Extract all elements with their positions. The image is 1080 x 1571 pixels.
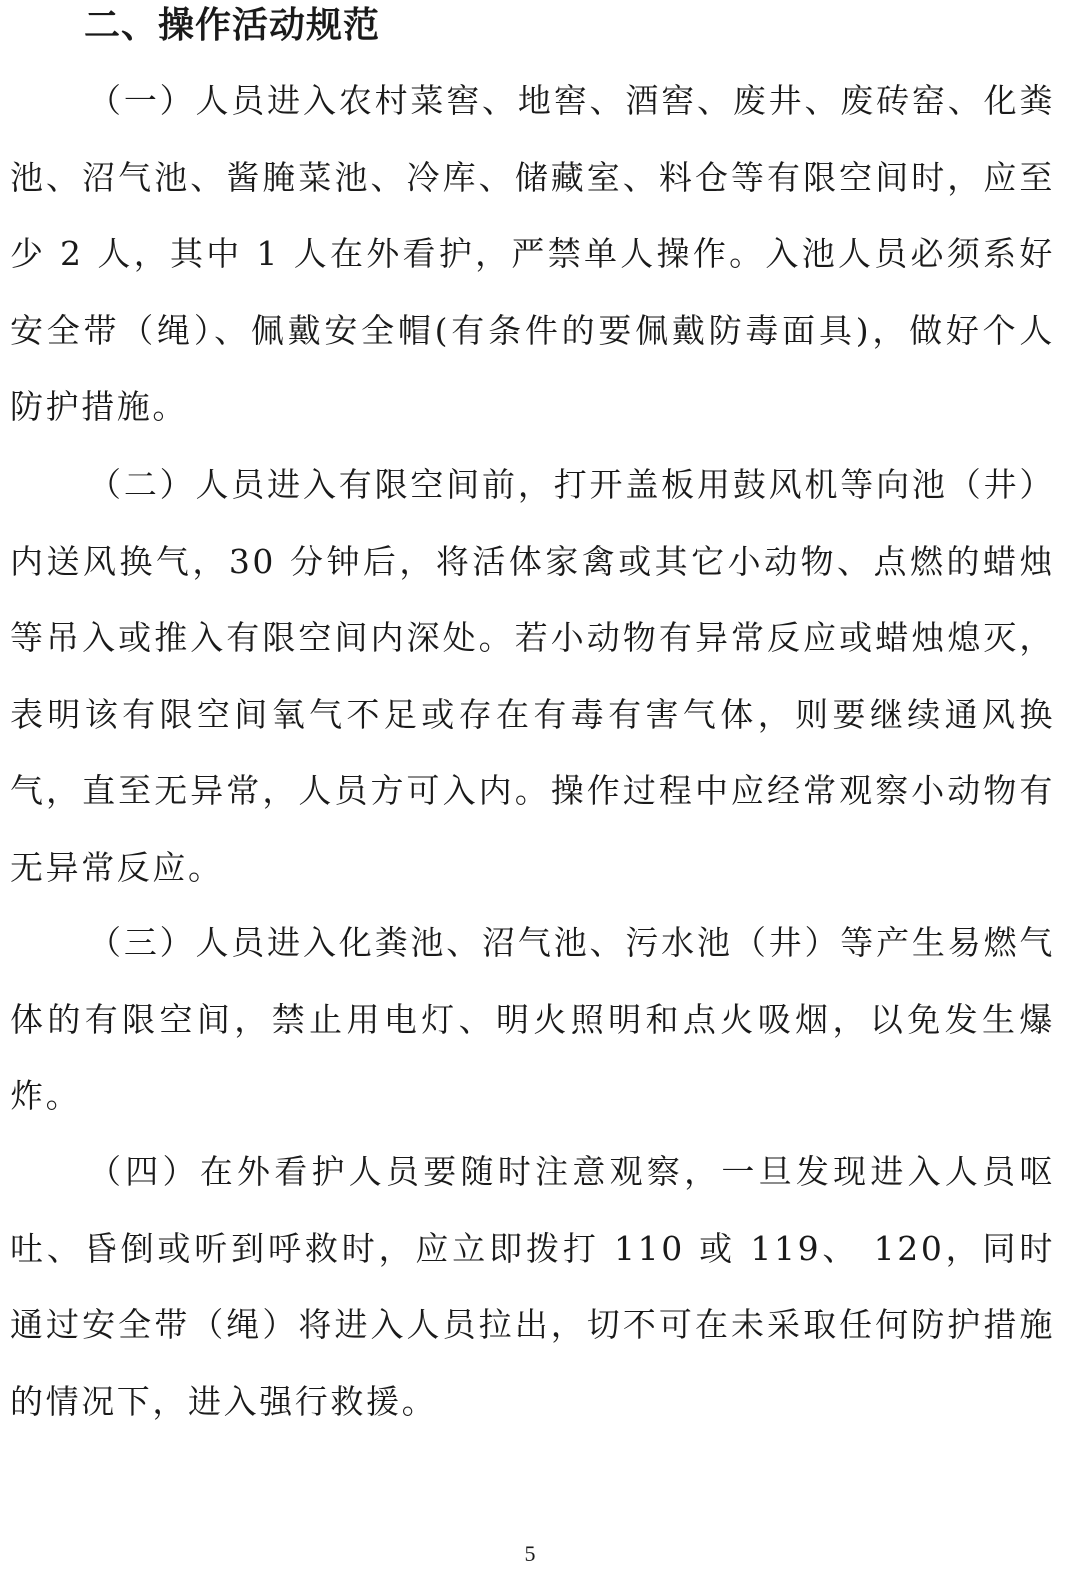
paragraph-3: （三）人员进入化粪池、沼气池、污水池（井）等产生易燃气体的有限空间，禁止用电灯、明火照明和点火吸烟，以免发生爆炸。: [10, 923, 1055, 1115]
paragraph-4: （四）在外看护人员要随时注意观察，一旦发现进入人员呕吐、昏倒或听到呼救时，应立即拨打 110 或 119、 120，同时通过安全带（绳）将进入人员拉出，切不可在未采取任何防护措施的情况下，进入强行救援。: [10, 1152, 1055, 1421]
page-number: 5: [524, 1541, 536, 1566]
section-heading: 二、操作活动规范: [84, 5, 381, 46]
paragraph-1: （一）人员进入农村菜窖、地窖、酒窖、废井、废砖窑、化粪池、沼气池、酱腌菜池、冷库、储藏室、料仓等有限空间时，应至少 2 人，其中 1 人在外看护，严禁单人操作。入池人员必须系好安全带（绳）、佩戴安全帽(有条件的要佩戴防毒面具)，做好个人防护措施。: [10, 81, 1055, 426]
paragraph-2: （二）人员进入有限空间前，打开盖板用鼓风机等向池（井）内送风换气，30 分钟后，将活体家禽或其它小动物、点燃的蜡烛等吊入或推入有限空间内深处。若小动物有异常反应或蜡烛熄灭，表明该有限空间氧气不足或存在有毒有害气体，则要继续通风换气，直至无异常，人员方可入内。操作过程中应经常观察小动物有无异常反应。: [10, 465, 1055, 887]
